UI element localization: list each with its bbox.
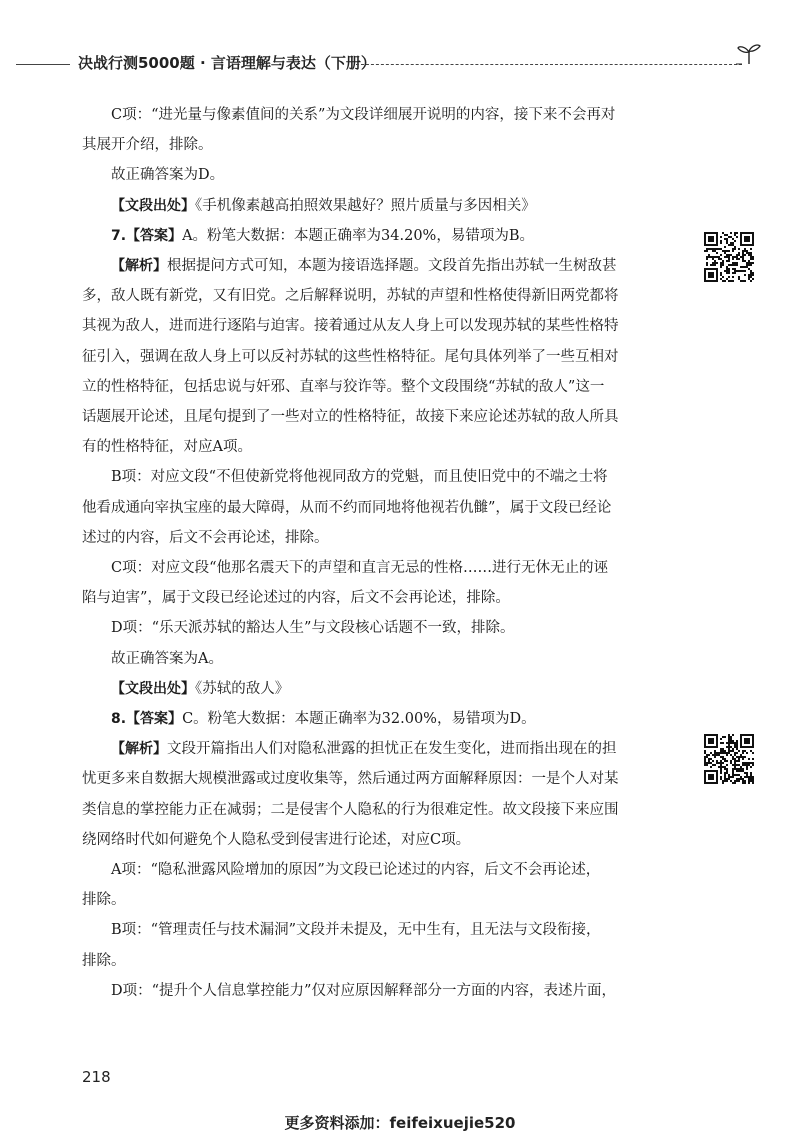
paragraph-line bbox=[82, 764, 670, 794]
line-text: 《手机像素越高拍照效果越好？照片质量与多因相关》 bbox=[195, 197, 536, 214]
line-text: A。粉笔大数据：本题正确率为34.20%，易错项为B。 bbox=[182, 227, 534, 244]
qr-code-icon[interactable] bbox=[704, 734, 754, 784]
line-text: C。粉笔大数据：本题正确率为32.00%，易错项为D。 bbox=[182, 711, 536, 728]
line-text: B项：“管理责任与技术漏洞”文段并未提及，无中生有，且无法与文段衔接， bbox=[111, 922, 601, 939]
header-rule-right bbox=[356, 64, 742, 65]
running-header bbox=[0, 46, 800, 80]
sprout-icon bbox=[736, 42, 762, 66]
line-text: 其视为敌人，进而进行逐陷与迫害。接着通过从友人身上可以发现苏轼的某些性格特 bbox=[82, 318, 619, 335]
section-label: 【文段出处】 bbox=[111, 680, 195, 697]
paragraph-line bbox=[82, 402, 670, 432]
section-label: 8.【答案】 bbox=[111, 711, 183, 728]
line-text: B项：对应文段“不但使新党将他视同敌方的党魁，而且使旧党中的不端之士将 bbox=[111, 469, 608, 486]
line-text: 排除。 bbox=[82, 892, 126, 909]
paragraph-line bbox=[82, 462, 670, 492]
line-text: 类信息的掌控能力正在减弱；二是侵害个人隐私的行为很难定性。故文段接下来应围 bbox=[82, 801, 619, 818]
paragraph-line bbox=[82, 855, 670, 885]
paragraph-line bbox=[82, 432, 670, 462]
paragraph-line bbox=[82, 160, 670, 190]
line-text: D项：“乐天派苏轼的豁达人生”与文段核心话题不一致，排除。 bbox=[111, 620, 515, 637]
paragraph-line bbox=[82, 311, 670, 341]
line-text: C项：对应文段“他那名震天下的声望和直言无忌的性格……进行无休无止的诬 bbox=[111, 560, 609, 577]
labeled-paragraph-line bbox=[82, 251, 670, 281]
header-title: 决战行测5000题 · 言语理解与表达（下册） bbox=[78, 54, 376, 72]
qr-code-icon[interactable] bbox=[704, 232, 754, 282]
labeled-paragraph-line bbox=[82, 674, 670, 704]
line-text: 忧更多来自数据大规模泄露或过度收集等，然后通过两方面解释原因：一是个人对某 bbox=[82, 771, 619, 788]
section-label: 7.【答案】 bbox=[111, 227, 183, 244]
paragraph-line bbox=[82, 100, 670, 130]
paragraph-line bbox=[82, 885, 670, 915]
section-label: 【解析】 bbox=[111, 258, 167, 275]
section-label: 【文段出处】 bbox=[111, 197, 195, 214]
line-text: 述过的内容，后文不会再论述，排除。 bbox=[82, 529, 329, 546]
paragraph-line bbox=[82, 946, 670, 976]
line-text: 绕网络时代如何避免个人隐私受到侵害进行论述，对应C项。 bbox=[82, 831, 471, 848]
line-text: 故正确答案为A。 bbox=[111, 650, 223, 667]
section-label: 【解析】 bbox=[111, 741, 167, 758]
line-text: 话题展开论述，且尾句提到了一些对立的性格特征，故接下来应论述苏轼的敌人所具 bbox=[82, 409, 619, 426]
page-number: 218 bbox=[82, 1068, 111, 1086]
paragraph-line bbox=[82, 613, 670, 643]
footer-note: 更多资料添加：feifeixuejie520 bbox=[284, 1114, 516, 1132]
line-text: 立的性格特征，包括忠说与奸邪、直率与狡诈等。整个文段围绕“苏轼的敌人”这一 bbox=[82, 378, 605, 395]
header-rule-left bbox=[16, 64, 70, 65]
paragraph-line bbox=[82, 583, 670, 613]
line-text: 故正确答案为D。 bbox=[111, 167, 225, 184]
line-text: 其展开介绍，排除。 bbox=[82, 137, 213, 154]
paragraph-line bbox=[82, 644, 670, 674]
line-text: 根据提问方式可知，本题为接语选择题。文段首先指出苏轼一生树敌甚 bbox=[167, 258, 617, 275]
line-text: 多，敌人既有新党，又有旧党。之后解释说明，苏轼的声望和性格使得新旧两党都将 bbox=[82, 288, 619, 305]
paragraph-line bbox=[82, 553, 670, 583]
labeled-paragraph-line bbox=[82, 704, 670, 734]
paragraph-line bbox=[82, 825, 670, 855]
line-text: D项：“提升个人信息掌控能力”仅对应原因解释部分一方面的内容，表述片面， bbox=[111, 982, 616, 999]
paragraph-line bbox=[82, 130, 670, 160]
paragraph-line bbox=[82, 342, 670, 372]
paragraph-line bbox=[82, 976, 670, 1006]
page-body bbox=[82, 100, 670, 1006]
line-text: 文段开篇指出人们对隐私泄露的担忧正在发生变化，进而指出现在的担 bbox=[167, 741, 617, 758]
paragraph-line bbox=[82, 523, 670, 553]
paragraph-line bbox=[82, 795, 670, 825]
line-text: 陷与迫害”，属于文段已经论述过的内容，后文不会再论述，排除。 bbox=[82, 590, 510, 607]
line-text: A项：“隐私泄露风险增加的原因”为文段已论述过的内容，后文不会再论述， bbox=[111, 862, 601, 879]
line-text: 有的性格特征，对应A项。 bbox=[82, 439, 252, 456]
paragraph-line bbox=[82, 915, 670, 945]
line-text: 《苏轼的敌人》 bbox=[195, 680, 290, 697]
paragraph-line bbox=[82, 281, 670, 311]
labeled-paragraph-line bbox=[82, 734, 670, 764]
paragraph-line bbox=[82, 372, 670, 402]
line-text: C项：“进光量与像素值间的关系”为文段详细展开说明的内容，接下来不会再对 bbox=[111, 107, 616, 123]
labeled-paragraph-line bbox=[82, 191, 670, 221]
paragraph-line bbox=[82, 493, 670, 523]
line-text: 征引入，强调在敌人身上可以反衬苏轼的这些性格特征。尾句具体列举了一些互相对 bbox=[82, 348, 619, 365]
line-text: 他看成通向宰执宝座的最大障碍，从而不约而同地将他视若仇雠”，属于文段已经论 bbox=[82, 499, 612, 516]
labeled-paragraph-line bbox=[82, 221, 670, 251]
line-text: 排除。 bbox=[82, 952, 126, 969]
